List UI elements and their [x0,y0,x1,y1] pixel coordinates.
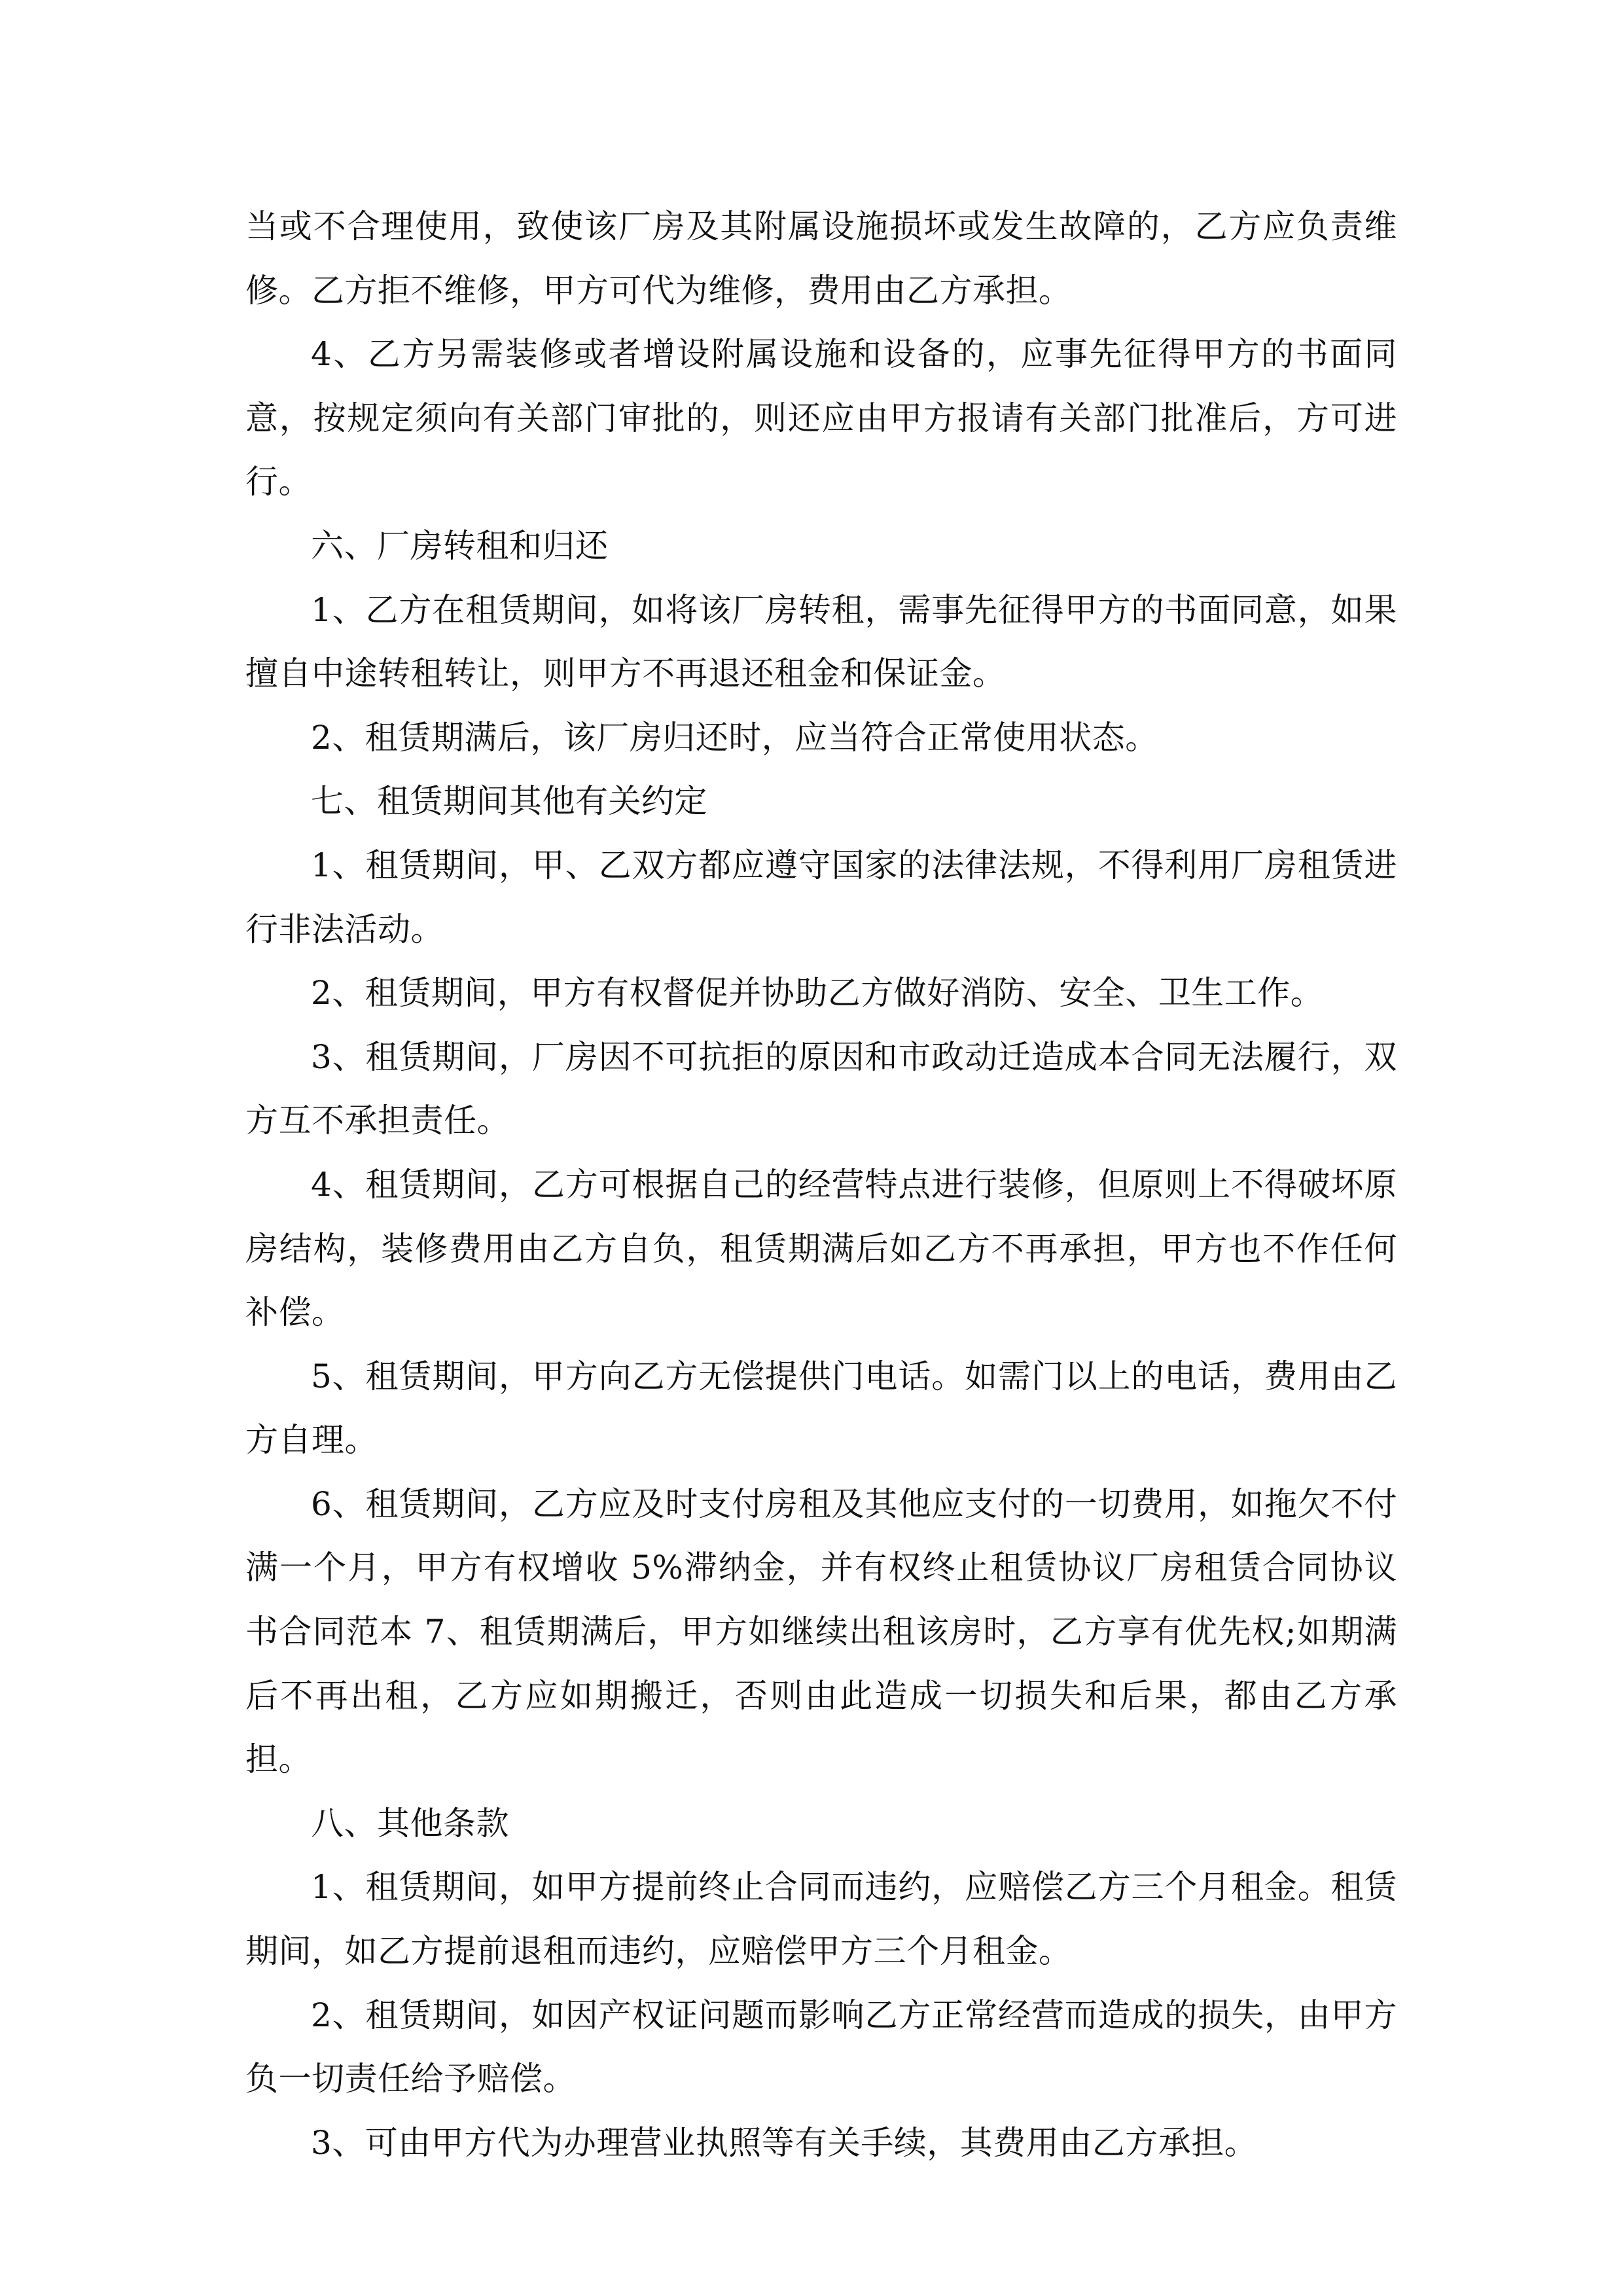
section-heading-7: 七、租赁期间其他有关约定 [311,782,707,821]
paragraph-clause-7-3: 3、租赁期间，厂房因不可抗拒的原因和市政动迁造成本合同无法履行，双方互不承担责任。 [245,1037,1397,1140]
paragraph-clause-8-1: 1、租赁期间，如甲方提前终止合同而违约，应赔偿乙方三个月租金。租赁期间，如乙方提前退租而违约，应赔偿甲方三个月租金。 [245,1868,1397,1971]
paragraph-clause-6-1: 1、乙方在租赁期间，如将该厂房转租，需事先征得甲方的书面同意，如果擅自中途转租转让，则甲方不再退还租金和保证金。 [245,590,1397,693]
paragraph-clause-7-4: 4、租赁期间，乙方可根据自己的经营特点进行装修，但原则上不得破坏原房结构，装修费用由乙方自负，租赁期满后如乙方不再承担，甲方也不作任何补偿。 [245,1165,1397,1332]
section-heading-8: 八、其他条款 [311,1804,509,1842]
paragraph-continuation: 当或不合理使用，致使该厂房及其附属设施损坏或发生故障的，乙方应负责维修。乙方拒不维修，甲方可代为维修，费用由乙方承担。 [245,207,1397,310]
paragraph-clause-7-5: 5、租赁期间，甲方向乙方无偿提供门电话。如需门以上的电话，费用由乙方自理。 [245,1357,1397,1460]
paragraph-clause-7-1: 1、租赁期间，甲、乙双方都应遵守国家的法律法规，不得利用厂房租赁进行非法活动。 [245,846,1397,948]
paragraph-clause-7-2: 2、租赁期间，甲方有权督促并协助乙方做好消防、安全、卫生工作。 [311,974,1324,1013]
paragraph-clause-8-2: 2、租赁期间，如因产权证问题而影响乙方正常经营而造成的损失，由甲方负一切责任给予赔偿。 [245,1996,1397,2098]
paragraph-clause-7-6: 6、租赁期间，乙方应及时支付房租及其他应支付的一切费用，如拖欠不付满一个月，甲方有权增收 5%滞纳金，并有权终止租赁协议厂房租赁合同协议书合同范本 7、租赁期满后，甲方如继续出租该房时，乙方享有优先权;如期满后不再出租，乙方应如期搬迁，否则由此造成一切损失和后果，都由乙方承担。 [245,1484,1397,1779]
paragraph-clause-5-4: 4、乙方另需装修或者增设附属设施和设备的，应事先征得甲方的书面同意，按规定须向有关部门审批的，则还应由甲方报请有关部门批准后，方可进行。 [245,335,1397,501]
paragraph-clause-6-2: 2、租赁期满后，该厂房归还时，应当符合正常使用状态。 [311,718,1158,757]
document-body [245,195,1397,2175]
paragraph-clause-8-3: 3、可由甲方代为办理营业执照等有关手续，其费用由乙方承担。 [311,2123,1258,2162]
section-heading-6: 六、厂房转租和归还 [311,526,609,565]
